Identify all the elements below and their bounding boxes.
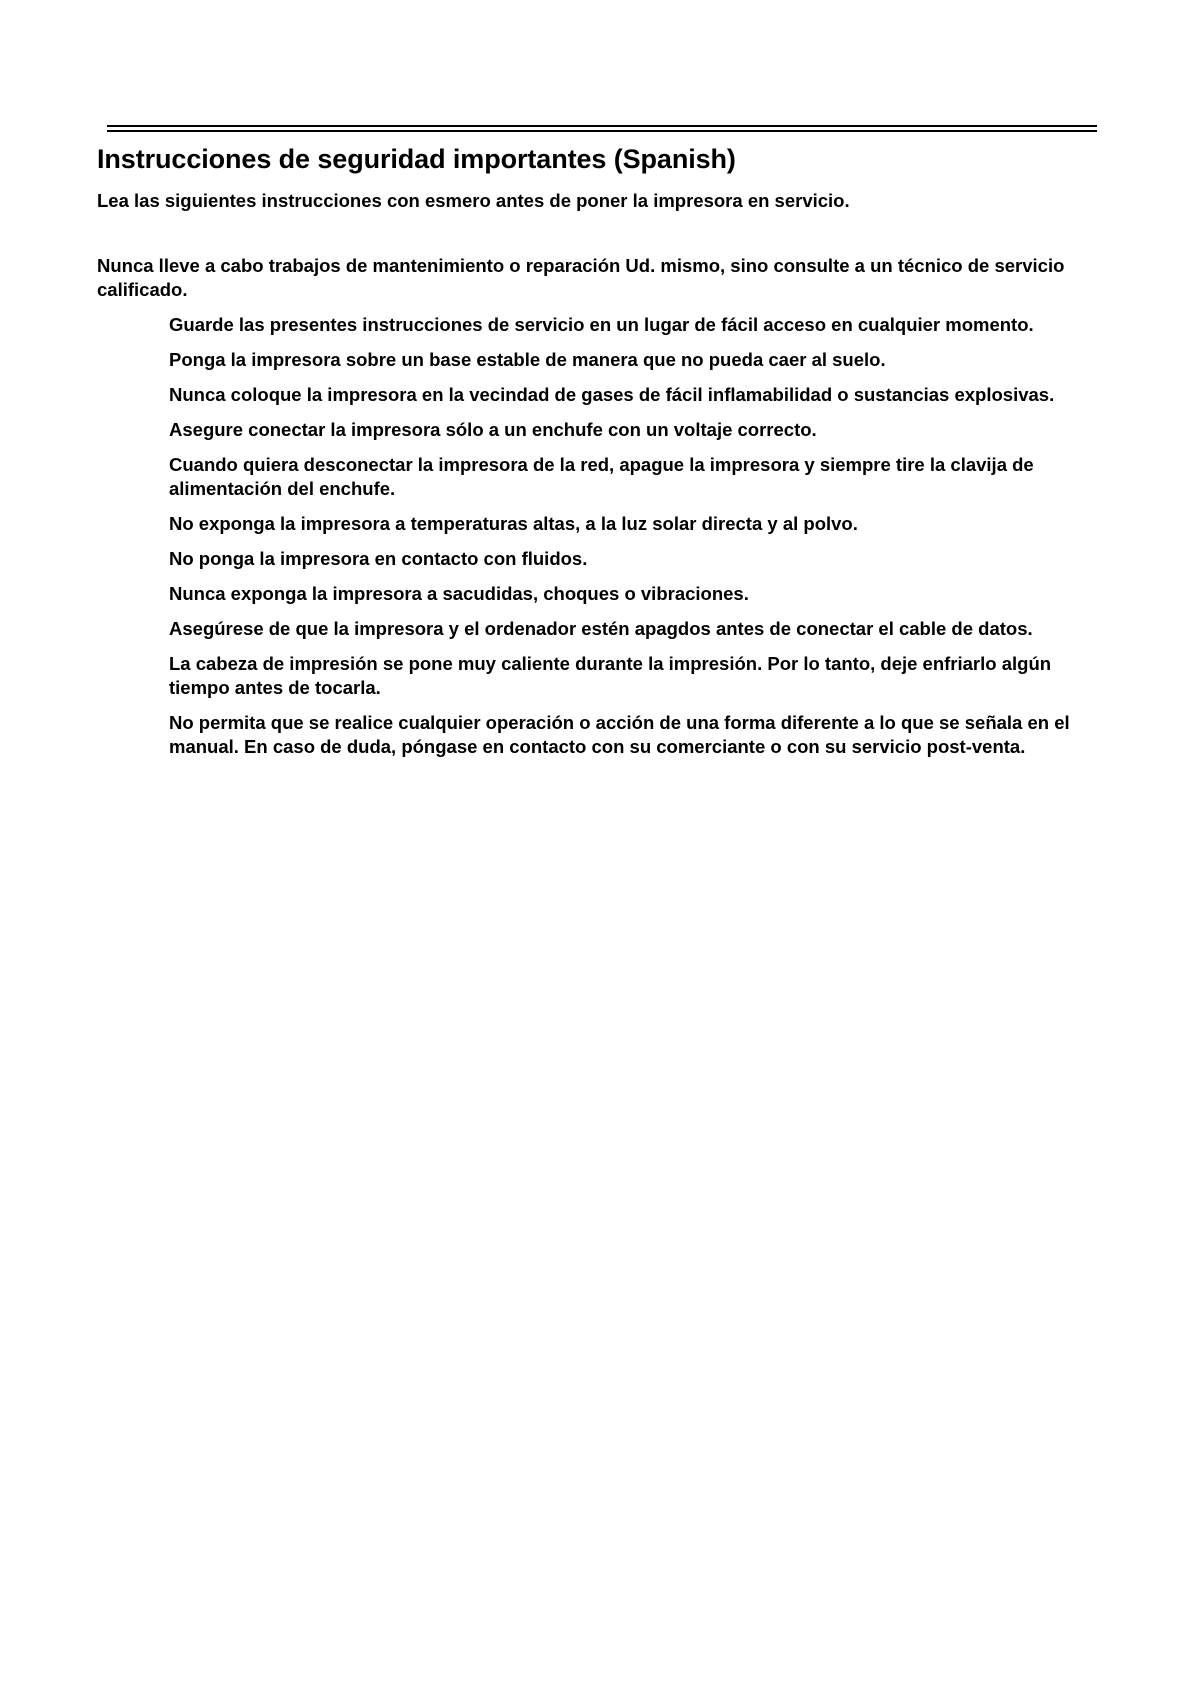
instruction-item: Nunca exponga la impresora a sacudidas, choques o vibraciones. bbox=[169, 583, 749, 604]
instruction-item: Guarde las presentes instrucciones de servicio en un lugar de fácil acceso en cualquier momento. bbox=[169, 314, 1034, 335]
instruction-item: Ponga la impresora sobre un base estable de manera que no pueda caer al suelo. bbox=[169, 349, 886, 370]
maintenance-warning: Nunca lleve a cabo trabajos de mantenimiento o reparación Ud. mismo, sino consulte a un técnico de servicio calificado. bbox=[97, 255, 1065, 300]
instruction-item: No exponga la impresora a temperaturas altas, a la luz solar directa y al polvo. bbox=[169, 513, 858, 534]
instruction-item: Asegúrese de que la impresora y el ordenador estén apagdos antes de conectar el cable de datos. bbox=[169, 618, 1033, 639]
header-rule-top bbox=[107, 125, 1097, 127]
safety-instructions-list bbox=[169, 313, 1109, 770]
instruction-item: No ponga la impresora en contacto con fluidos. bbox=[169, 548, 588, 569]
header-rule-bottom bbox=[107, 130, 1097, 132]
instruction-item: Nunca coloque la impresora en la vecindad de gases de fácil inflamabilidad o sustancias explosivas. bbox=[169, 384, 1055, 405]
instruction-item: Asegure conectar la impresora sólo a un enchufe con un voltaje correcto. bbox=[169, 419, 817, 440]
intro-text: Lea las siguientes instrucciones con esmero antes de poner la impresora en servicio. bbox=[97, 190, 850, 211]
instruction-item: La cabeza de impresión se pone muy caliente durante la impresión. Por lo tanto, deje enfriarlo algún tiempo antes de tocarla. bbox=[169, 653, 1052, 698]
instruction-item: No permita que se realice cualquier operación o acción de una forma diferente a lo que se señala en el manual. En caso de duda, póngase en contacto con su comerciante o con su servicio post-venta. bbox=[169, 712, 1070, 757]
page-title: Instrucciones de seguridad importantes (Spanish) bbox=[97, 144, 736, 174]
instruction-item: Cuando quiera desconectar la impresora de la red, apague la impresora y siempre tire la clavija de alimentación del enchufe. bbox=[169, 454, 1034, 499]
